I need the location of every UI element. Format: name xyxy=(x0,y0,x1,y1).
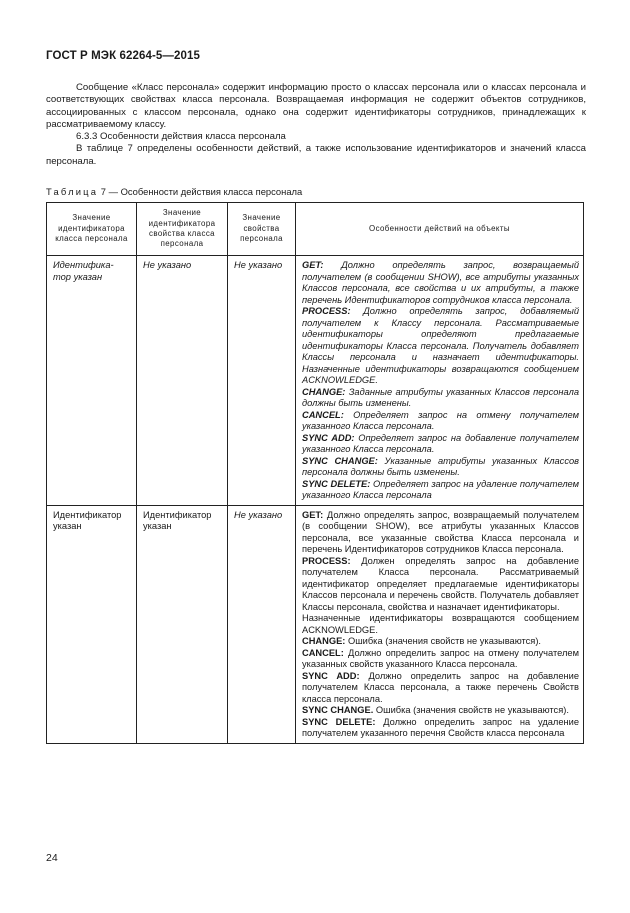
action-get-label: GET: xyxy=(302,260,324,270)
cell-class-id: Идентифика-тор указан xyxy=(47,256,137,506)
action-sync-delete-label: SYNC DELETE: xyxy=(302,716,376,727)
table-caption-prefix: Таблица xyxy=(46,186,99,197)
cell-property-value: Не указано xyxy=(228,505,296,743)
action-get-text: Должно определять запрос, возвращаемый получателем (в сообщении SHOW), все атрибуты указанных Классов персонала, все свойства и их атрибуты, а также перечень Идентификаторов сотрудников класса персонала. xyxy=(302,260,579,305)
paragraph-table-reference: В таблице 7 определены особенности действий, а также использование идентификаторов и значений класса персонала. xyxy=(46,143,586,167)
header-action-features: Особенности действий на объекты xyxy=(296,203,584,256)
cell-action-features xyxy=(296,505,584,743)
action-cancel-text: Должно определить запрос на отмену получателем указанных свойств указанного Класса персонала. xyxy=(302,647,579,669)
action-sync-add-label: SYNC ADD: xyxy=(302,432,355,443)
features-table xyxy=(46,202,584,744)
action-change-label: CHANGE: xyxy=(302,386,346,397)
table-caption-title: 7 — Особенности действия класса персонала xyxy=(98,186,303,197)
page-number: 24 xyxy=(46,852,58,864)
action-sync-change-text: Указанные атрибуты указанных Классов персонала должны быть изменены. xyxy=(302,455,579,477)
action-change-label: CHANGE: xyxy=(302,636,346,646)
action-cancel-label: CANCEL: xyxy=(302,409,344,420)
action-get-label: GET: xyxy=(302,509,324,520)
header-class-id: Значение идентификатора класса персонала xyxy=(47,203,137,256)
document-header: ГОСТ Р МЭК 62264-5—2015 xyxy=(46,50,200,62)
action-sync-add-text: Определяет запрос на добавление получателем указанного Класса персонала. xyxy=(302,432,579,454)
action-process-text: Должно определять запрос, добавляемый получателем к Классу персонала. Рассматриваемые идентификаторы определяют предлагаемые идентификаторы Класса персонала. Получатель добавляет Классы персонала и назначает идентификаторы. Назначенные идентификаторы возвращаются сообщением ACKNOWLEDGE. xyxy=(302,306,579,385)
table-row xyxy=(47,256,584,506)
paragraph-class-message: Сообщение «Класс персонала» содержит информацию просто о классах персонала или о классах персонала и соответствующих свойствах класса персонала. Возвращаемая информация не содержит объектов сотрудников, ассоциированных с классом персонала, однако она содержит идентификаторы сотрудников, принадлежащих к рассматриваемому классу. xyxy=(46,82,586,130)
table-header-row xyxy=(47,203,584,256)
action-assigned-text: Назначенные идентификаторы возвращаются сообщением ACKNOWLEDGE. xyxy=(302,613,579,635)
action-change-text: Заданные атрибуты указанных Классов персонала должны быть изменены. xyxy=(302,386,579,408)
action-cancel-label: CANCEL: xyxy=(302,647,344,658)
action-get-text: Должно определять запрос, возвращаемый получателем (в сообщении SHOW), все атрибуты указанных Классов персонала, все указанные свойства Класса персонала и перечень Идентификаторов сотрудников Класса персонала. xyxy=(302,509,579,554)
section-heading: 6.3.3 Особенности действия класса персонала xyxy=(76,131,286,143)
cell-property-value: Не указано xyxy=(228,256,296,506)
action-sync-delete-text: Должно определить запрос на удаление получателем указанного перечня Свойств класса персонала xyxy=(302,716,580,738)
action-sync-delete-label: SYNC DELETE: xyxy=(302,478,371,489)
action-process-label: PROCESS: xyxy=(302,555,351,566)
action-process-text: Должен определять запрос на добавление получателем Класса персонала. Рассматриваемый идентификатор определяет предлагаемые идентификаторы Классов персонала и перечень свойств. Получатель добавляет Классы персонала, свойства и назначает идентификаторы. xyxy=(302,555,579,612)
action-sync-add-label: SYNC ADD: xyxy=(302,670,360,681)
cell-property-id: Идентификатор указан xyxy=(137,505,228,743)
action-sync-change-label: SYNC CHANGE: xyxy=(302,455,378,466)
header-property-value: Значение свойства персонала xyxy=(228,203,296,256)
cell-action-features xyxy=(296,256,584,506)
cell-property-id: Не указано xyxy=(137,256,228,506)
action-sync-change-label: SYNC CHANGE. xyxy=(302,705,374,715)
action-sync-change-text: Ошибка (значения свойств не указываются). xyxy=(373,705,569,715)
action-cancel-text: Определяет запрос на отмену получателем указанного Класса персонала. xyxy=(302,409,579,431)
intro-text xyxy=(46,82,586,168)
cell-class-id: Идентификатор указан xyxy=(47,505,137,743)
action-sync-add-text: Должно определить запрос на добавление получателем Класса персонала, а также перечень Свойств класса персонала. xyxy=(302,670,579,704)
table-caption xyxy=(46,186,302,197)
table-row xyxy=(47,505,584,743)
action-process-label: PROCESS: xyxy=(302,306,351,316)
action-sync-delete-text: Определяет запрос на удаление получателем указанного Класса персонала xyxy=(302,478,579,500)
action-change-text: Ошибка (значения свойств не указываются). xyxy=(345,636,542,646)
header-property-id: Значение идентификатора свойства класса персонала xyxy=(137,203,228,256)
